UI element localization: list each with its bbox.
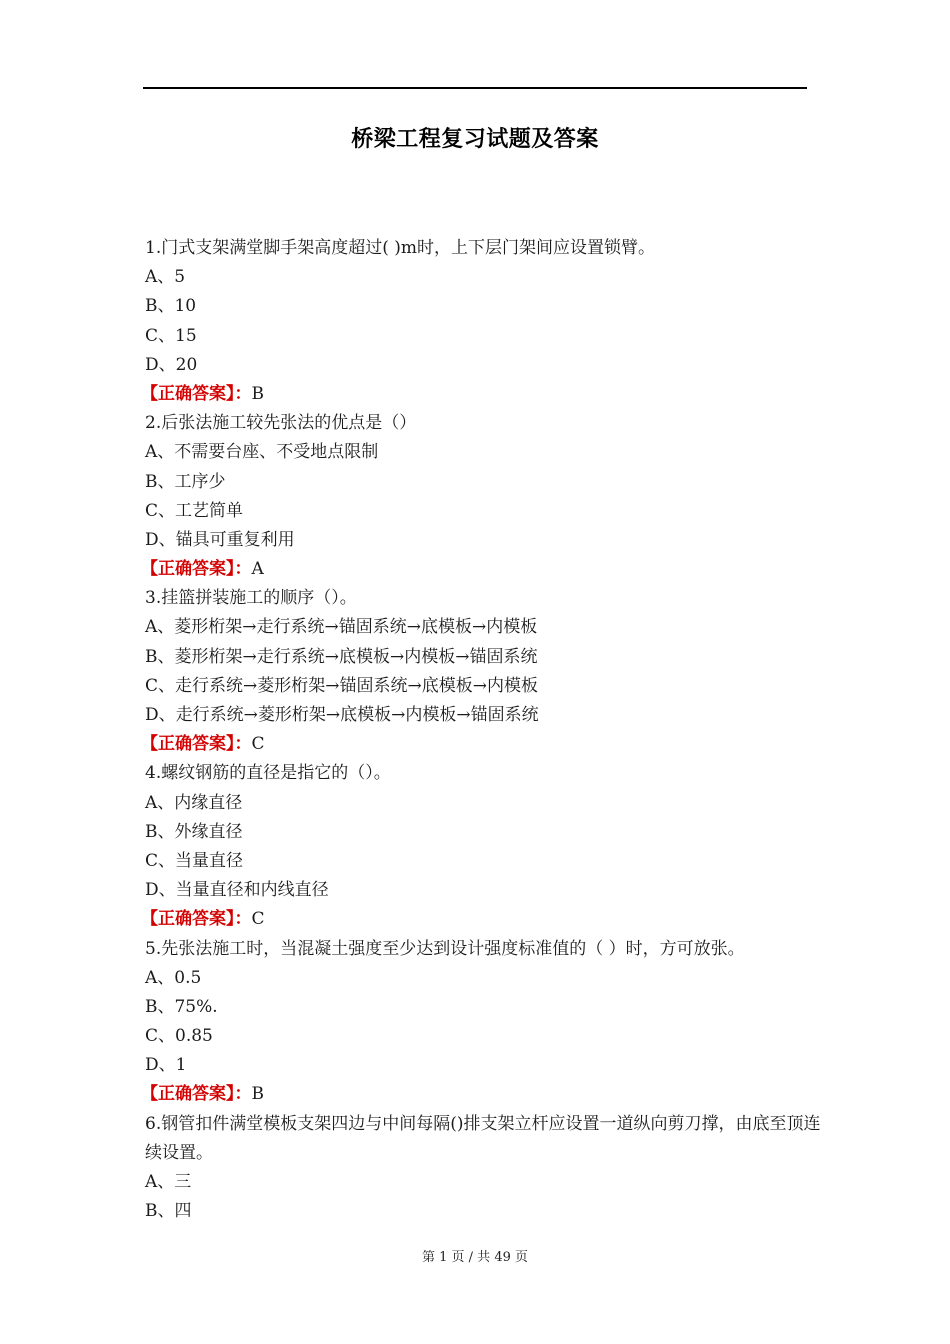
question-stem: 2.后张法施工较先张法的优点是（） xyxy=(145,413,417,434)
question-4 xyxy=(141,759,825,934)
option-c: C、当量直径 xyxy=(145,850,244,871)
page-footer: 第 1 页 / 共 49 页 xyxy=(422,1250,528,1265)
question-stem: 3.挂篮拼装施工的顺序（）。 xyxy=(145,588,357,609)
answer-line xyxy=(141,905,825,934)
question-1 xyxy=(141,234,825,409)
option-a: A、5 xyxy=(145,267,186,288)
option-d: D、20 xyxy=(145,354,198,375)
option-a: A、菱形桁架→走行系统→锚固系统→底模板→内模板 xyxy=(145,617,538,638)
option-a: A、三 xyxy=(145,1172,192,1193)
answer-label: 【正确答案】： xyxy=(141,734,252,755)
option-b: B、四 xyxy=(145,1201,192,1222)
answer-line xyxy=(141,380,825,409)
question-list xyxy=(141,234,825,1226)
option-c: C、0.85 xyxy=(145,1026,213,1047)
option-b: B、菱形桁架→走行系统→底模板→内模板→锚固系统 xyxy=(145,646,538,667)
option-c: C、走行系统→菱形桁架→锚固系统→底模板→内模板 xyxy=(145,675,538,696)
option-c: C、工艺简单 xyxy=(145,500,244,521)
question-stem: 6.钢管扣件满堂模板支架四边与中间每隔()排支架立杆应设置一道纵向剪刀撑，由底至顶连续设置。 xyxy=(145,1113,821,1163)
question-2 xyxy=(141,409,825,584)
question-stem: 1.门式支架满堂脚手架高度超过( )m时，上下层门架间应设置锁臂。 xyxy=(145,238,656,258)
answer-line xyxy=(141,555,825,584)
option-b: B、工序少 xyxy=(145,471,226,492)
document-title: 桥梁工程复习试题及答案 xyxy=(351,127,599,152)
answer-label: 【正确答案】： xyxy=(141,1084,252,1105)
option-d: D、当量直径和内线直径 xyxy=(145,880,329,901)
question-3 xyxy=(141,584,825,759)
answer-label: 【正确答案】： xyxy=(141,559,252,580)
option-a: A、内缘直径 xyxy=(145,792,243,813)
question-stem: 4.螺纹钢筋的直径是指它的（）。 xyxy=(145,763,391,784)
option-b: B、外缘直径 xyxy=(145,821,243,842)
answer-value: B xyxy=(251,383,264,404)
answer-line xyxy=(141,730,825,759)
answer-value: B xyxy=(251,1084,264,1105)
option-b: B、10 xyxy=(145,296,197,317)
option-d: D、1 xyxy=(145,1055,187,1076)
option-d: D、锚具可重复利用 xyxy=(145,529,295,550)
answer-line xyxy=(141,1080,825,1109)
option-c: C、15 xyxy=(145,325,197,346)
question-stem: 5.先张法施工时，当混凝土强度至少达到设计强度标准值的（ ）时，方可放张。 xyxy=(145,938,745,959)
answer-value: C xyxy=(251,734,265,755)
option-b: B、75%. xyxy=(145,996,218,1017)
answer-label: 【正确答案】： xyxy=(141,909,252,930)
option-d: D、走行系统→菱形桁架→底模板→内模板→锚固系统 xyxy=(145,705,539,725)
option-a: A、0.5 xyxy=(145,967,202,988)
answer-value: C xyxy=(251,909,265,930)
question-6 xyxy=(145,1110,825,1227)
answer-value: A xyxy=(251,559,264,580)
question-5 xyxy=(141,935,825,1110)
header-rule xyxy=(143,87,807,89)
answer-label: 【正确答案】： xyxy=(141,383,252,404)
option-a: A、不需要台座、不受地点限制 xyxy=(145,442,379,463)
